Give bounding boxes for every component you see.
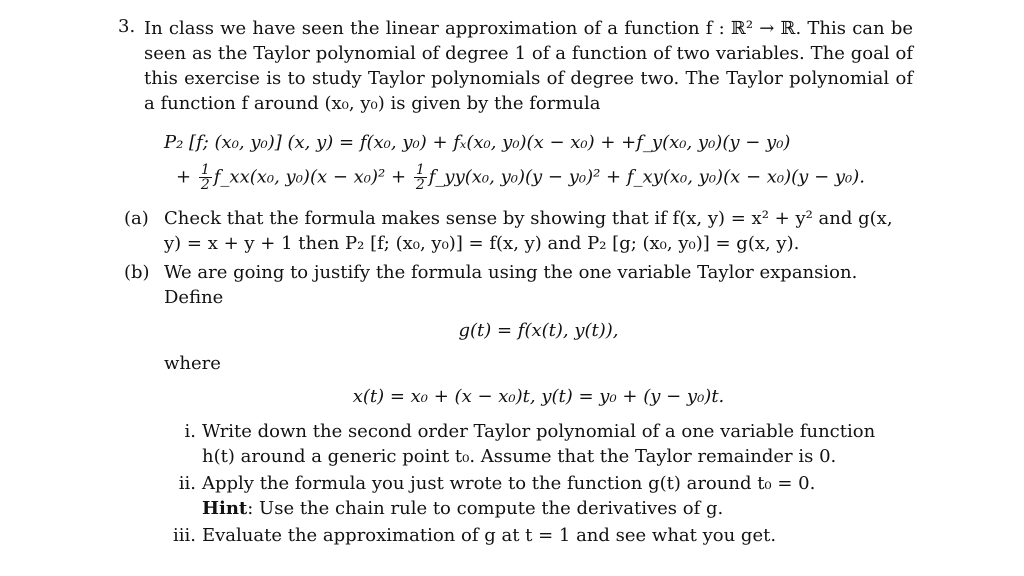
formula-line-1: P₂ [f; (x₀, y₀)] (x, y) = f(x₀, y₀) + fₓ(x₀, y₀)(x − x₀) + +f_y(x₀, y₀)(y − y₀)	[164, 132, 791, 153]
half-fraction-1	[199, 163, 212, 192]
subparts-list	[164, 419, 913, 548]
subpart-i-label: i.	[184, 421, 196, 442]
part-b-equation-2: x(t) = x₀ + (x − x₀)t, y(t) = y₀ + (y − y₀)t.	[352, 386, 725, 407]
formula-plus: +	[176, 166, 192, 188]
formula-fyy-term: f_yy(x₀, y₀)(y − y₀)² + f_xy(x₀, y₀)(x − x₀)(y − y₀).	[428, 166, 865, 188]
part-b-equation-1: g(t) = f(x(t), y(t)),	[458, 320, 619, 341]
half-fraction-2	[414, 163, 427, 192]
part-a-label: (a)	[124, 208, 149, 229]
formula-fxx-term: f_xx(x₀, y₀)(x − x₀)² +	[213, 166, 407, 188]
half-den-2: 2	[415, 177, 425, 193]
subpart-iii-label: iii.	[173, 525, 196, 546]
subpart-iii	[173, 523, 913, 548]
subpart-ii	[178, 471, 913, 521]
subpart-iii-text: Evaluate the approximation of g at t = 1 and see what you get.	[202, 525, 777, 546]
problem-intro: In class we have seen the linear approximation of a function f : ℝ² → ℝ. This can be seen as the Taylor polynomial of degree 1 of a function of two variables. The goal of this exercise is to study Taylor polynomials of degree two. The Taylor polynomial of a function f around (x₀, y₀) is given by the formula	[144, 18, 913, 114]
subpart-i-text: Write down the second order Taylor polynomial of a one variable function h(t) around a generic point t₀. Assume that the Taylor remainder is 0.	[202, 421, 876, 467]
half-num-2: 1	[415, 162, 425, 178]
hint-label: Hint	[202, 498, 248, 519]
part-b	[124, 260, 913, 548]
hint-text: : Use the chain rule to compute the derivatives of g.	[247, 498, 724, 519]
subpart-i	[184, 419, 913, 469]
problem-3	[118, 16, 913, 552]
problem-number: 3.	[118, 16, 136, 37]
taylor-formula	[164, 130, 913, 192]
half-num-1: 1	[200, 162, 210, 178]
part-a-text: Check that the formula makes sense by showing that if f(x, y) = x² + y² and g(x, y) = x + y + 1 then P₂ [f; (x₀, y₀)] = f(x, y) and P₂ [g; (x₀, y₀)] = g(x, y).	[164, 208, 893, 254]
part-b-where: where	[164, 353, 221, 374]
subpart-ii-text: Apply the formula you just wrote to the function g(t) around t₀ = 0.	[202, 473, 816, 494]
parts-list	[126, 206, 913, 548]
part-b-text: We are going to justify the formula using the one variable Taylor expansion. Define	[164, 262, 858, 308]
part-a	[124, 206, 913, 256]
part-b-label: (b)	[124, 262, 150, 283]
subpart-ii-label: ii.	[178, 473, 196, 494]
half-den-1: 2	[200, 177, 210, 193]
formula-line-2	[176, 163, 913, 192]
